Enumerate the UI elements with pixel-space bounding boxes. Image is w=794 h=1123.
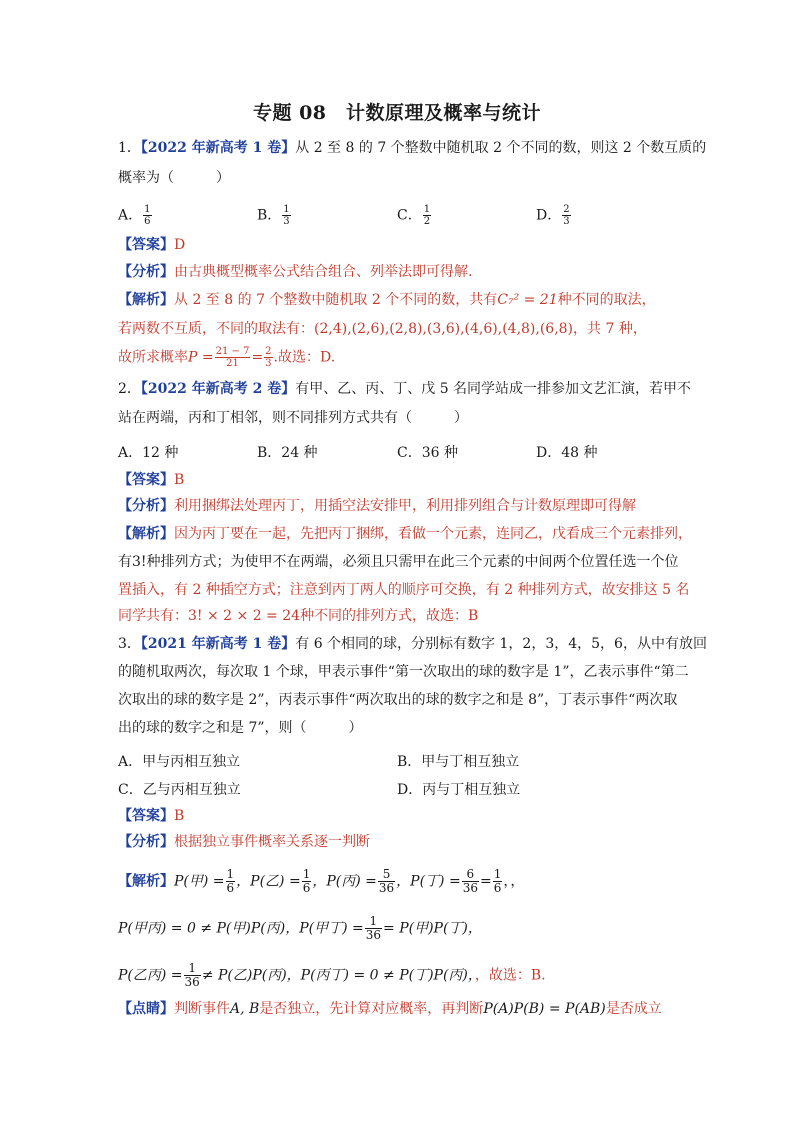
q1-option-b: B． $\frac{1}{3}$ [257,204,290,227]
q1-solution-line1: 【解析】从 2 至 8 的 7 个整数中随机取 2 个不同的数，共有C₇² = 21种不同的取法， [118,292,656,308]
q1-analysis: 【分析】由古典概型概率公式结合组合、列举法即可得解. [118,264,473,280]
q3-option-b: B．甲与丁相互独立 [397,754,520,770]
q3-analysis: 【分析】根据独立事件概率关系逐一判断 [118,834,370,850]
q2-solution-line4: 同学共有：3! × 2 × 2 = 24种不同的排列方式，故选：B [118,608,479,624]
q1-stem-a: 从 2 至 8 的 7 个整数中随机取 2 个不同的数，则这 2 个数互质的 [295,140,707,156]
q1-stem-line1 [118,138,706,158]
q1-option-a: A． $\frac{1}{6}$ [118,204,151,227]
q3-stem-line1: 3．【2021 年新高考 1 卷】有 6 个相同的球，分别标有数字 1，2，3，4，5，6，从中有放回 [118,636,707,652]
q1-option-d: D． $\frac{2}{3}$ [536,204,570,227]
q3-solution-line1: 【解析】P(甲) = $\frac{1}{6}$ ，P(乙) = $\frac{1}{6}$ ，P(丙) = $\frac{5}{36}$ ，P(丁) = $\frac{6}{36}$ = $\frac{1}{6}$ ，， [118,867,525,895]
q1-solution-line3: 故所求概率P = $\frac{21 - 7}{21}$ = $\frac{2}{3}$ .故选：D. [118,346,336,369]
q3-stem-line2: 的随机取两次，每次取 1 个球，甲表示事件“第一次取出的球的数字是 1”，乙表示事件“第二 [118,664,689,680]
q2-analysis: 【分析】利用捆绑法处理丙丁，用插空法安排甲，利用排列组合与计数原理即可得解 [118,498,636,514]
q2-stem-line1: 2．【2022 年新高考 2 卷】有甲、乙、丙、丁、戊 5 名同学站成一排参加文艺汇演，若甲不 [118,381,692,397]
q1-number: 1． [118,140,141,156]
q2-solution-line3: 置插入，有 2 种插空方式；注意到丙丁两人的顺序可交换，有 2 种排列方式，故安排这 5 名 [118,582,690,598]
q3-solution-line3: P(乙丙) = $\frac{1}{36}$ ≠ P(乙)P(丙)，P(丙丁) = 0 ≠ P(丁)P(丙)，，故选：B. [118,961,546,989]
q3-option-a: A．甲与丙相互独立 [118,754,241,770]
q1-answer: 【答案】D [118,237,186,253]
q3-answer: 【答案】B [118,808,185,824]
q2-option-a: A．12 种 [118,445,179,461]
q1-solution-line2: 若两数不互质，不同的取法有：(2,4),(2,6),(2,8),(3,6),(4,6),(4,8),(6,8)，共 7 种， [118,321,647,337]
q1-option-c: C． $\frac{1}{2}$ [397,204,431,227]
q3-stem-line4: 出的球的数字之和是 7”，则（ ） [118,720,363,736]
q3-stem-line3: 次取出的球的数字是 2”，丙表示事件“两次取出的球的数字之和是 8”，丁表示事件“两次取 [118,692,678,708]
q2-stem-b: 站在两端，丙和丁相邻，则不同排列方式共有（ ） [118,410,468,426]
page-title: 专题 08 计数原理及概率与统计 [252,102,542,124]
q3-solution-line2: P(甲丙) = 0 ≠ P(甲)P(丙)，P(甲丁) = $\frac{1}{36}$ = P(甲)P(丁)， [118,914,482,942]
q2-option-c: C．36 种 [397,445,458,461]
q3-comment: 【点睛】判断事件A, B是否独立，先计算对应概率，再判断P(A)P(B) = P(AB)是否成立 [118,1001,662,1017]
q2-solution-line1: 【解析】因为丙丁要在一起，先把丙丁捆绑，看做一个元素，连同乙，戊看成三个元素排列， [118,526,692,542]
q2-option-d: D．48 种 [536,445,598,461]
q2-solution-line2: 有3!种排列方式；为使甲不在两端，必须且只需甲在此三个元素的中间两个位置任选一个位 [118,554,679,570]
q1-source-tag: 【2022 年新高考 1 卷】 [140,140,296,156]
q1-stem-b: 概率为（ ） [118,170,230,186]
q3-option-c: C．乙与丙相互独立 [118,782,241,798]
q2-option-b: B．24 种 [257,445,318,461]
q2-answer: 【答案】B [118,472,185,488]
q3-option-d: D．丙与丁相互独立 [397,782,521,798]
